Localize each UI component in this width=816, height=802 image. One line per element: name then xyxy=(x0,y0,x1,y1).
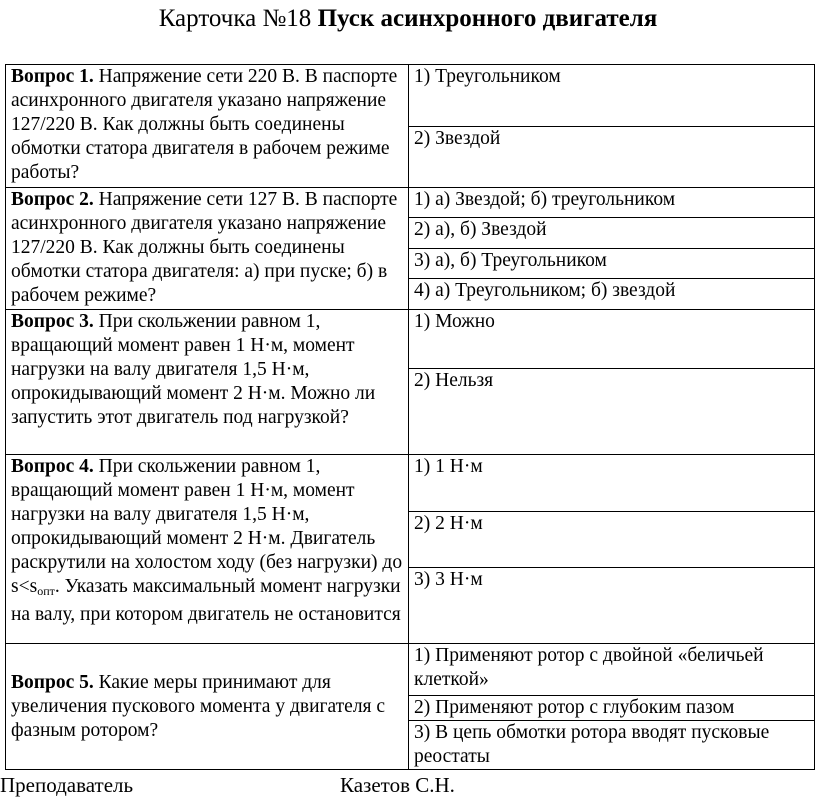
answer-option: 2) 2 Н·м xyxy=(409,512,815,568)
answer-option: 3) а), б) Треугольником xyxy=(409,249,815,279)
question-text: При скольжении равном 1, вращающий момент равен 1 Н·м, момент нагрузки на валу двигателя 1,5 Н·м, опрокидывающий момент 2 Н·м. Двигатель раскрутили на холостом ходу (без нагрузки) до s<s xyxy=(11,456,403,597)
questions-table xyxy=(5,64,815,770)
answer-option: 2) Звездой xyxy=(409,127,815,188)
answer-option: 1) Треугольником xyxy=(409,65,815,127)
footer-role: Преподаватель xyxy=(0,773,134,797)
answer-option: 2) а), б) Звездой xyxy=(409,218,815,249)
question-label: Вопрос 2. xyxy=(11,189,94,210)
question-row xyxy=(6,65,815,127)
question-text: При скольжении равном 1, вращающий момент равен 1 Н·м, момент нагрузки на валу двигателя 1,5 Н·м, опрокидывающий момент 2 Н·м. Можно ли запустить этот двигатель под нагрузкой? xyxy=(11,311,376,428)
question-text: Какие меры принимают для увеличения пускового момента у двигателя с фазным ротором? xyxy=(11,671,386,741)
card-title-topic: Пуск асинхронного двигателя xyxy=(317,5,658,32)
answer-option: 1) а) Звездой; б) треугольником xyxy=(409,188,815,218)
question-2 xyxy=(6,188,409,310)
footer-teacher-name: Казетов С.Н. xyxy=(340,773,455,797)
question-4 xyxy=(6,455,409,644)
question-row xyxy=(6,455,815,512)
question-label: Вопрос 3. xyxy=(11,311,94,332)
answer-option: 2) Нельзя xyxy=(409,369,815,455)
question-3 xyxy=(6,310,409,455)
question-label: Вопрос 4. xyxy=(11,456,94,477)
question-text: Напряжение сети 127 В. В паспорте асинхронного двигателя указано напряжение 127/220 В. Как должны быть соединены обмотки статора двигателя: а) при пуске; б) в рабочем режиме? xyxy=(11,189,398,306)
question-label: Вопрос 1. xyxy=(11,66,94,87)
answer-option: 3) 3 Н·м xyxy=(409,568,815,644)
question-row xyxy=(6,188,815,218)
answer-option: 1) 1 Н·м xyxy=(409,455,815,512)
card-title xyxy=(0,4,816,34)
question-text-tail: . Указать максимальный момент нагрузки на валу, при котором двигатель не остановится xyxy=(11,576,401,625)
subscript-opt: опт xyxy=(37,584,55,598)
question-row xyxy=(6,644,815,696)
answer-option: 2) Применяют ротор с глубоким пазом xyxy=(409,696,815,721)
answer-option: 1) Можно xyxy=(409,310,815,369)
answer-option: 4) а) Треугольником; б) звездой xyxy=(409,279,815,310)
question-text: Напряжение сети 220 В. В паспорте асинхронного двигателя указано напряжение 127/220 В. Как должны быть соединены обмотки статора двигателя в рабочем режиме работы? xyxy=(11,66,398,183)
question-row xyxy=(6,310,815,369)
card-title-prefix: Карточка №18 xyxy=(158,5,318,32)
question-label: Вопрос 5. xyxy=(11,671,94,693)
question-5 xyxy=(6,644,409,770)
question-1 xyxy=(6,65,409,188)
answer-option: 3) В цепь обмотки ротора вводят пусковые реостаты xyxy=(409,721,815,770)
answer-option: 1) Применяют ротор с двойной «беличьей клеткой» xyxy=(409,644,815,696)
